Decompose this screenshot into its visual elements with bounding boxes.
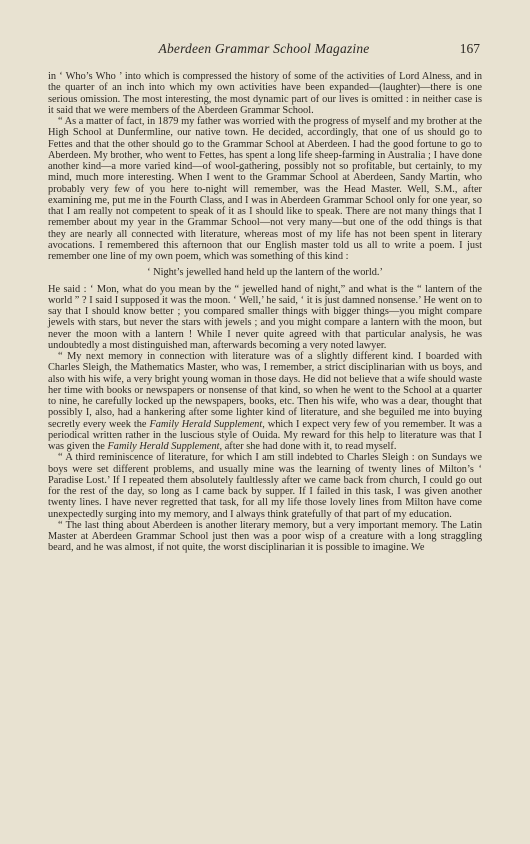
paragraph: “ As a matter of fact, in 1879 my father was worried with the progress of myself and my brother at the High School at Dunfermline, our native town. He decided, accordingly, that one of us should go to Fettes and that the other should go to the Grammar School at Aberdeen. I had the good fortune to go to Aberdeen. My brother, who went to Fettes, has spent a long life sheep-farming in Australia ; I have done another kind—a more varied kind—of wool-gathering, possibly not so profitable, but certainly, to my mind, much more interesting. When I went to the Grammar School at Aberdeen, Sandy Martin, who probably very few of you here to-night will remember, was the Head Master. Well, S.M., after examining me, put me in the Fourth Class, and I was in Aberdeen Grammar School only for one year, so that I am really not competent to speak of it as I should like to speak. There are not many things that I remember about my year in the Grammar School—not very many—but one of the odd things is that they are nearly all connected with literature, whereas most of my life has not been spent in literary avocations. I remembered this afternoon that our English master told us all to write a poem. I just remember one line of my own poem, which was something of this kind :	[48, 116, 482, 262]
paragraph: in ‘ Who’s Who ’ into which is compressed the history of some of the activities of Lord Alness, and in the quarter of an inch into which my own activities have been expanded—(laughter)—there is one serious omission. The most interesting, the most dynamic part of our lives is omitted : in neither case is it said that we were members of the Aberdeen Grammar School.	[48, 71, 482, 116]
paragraph-text: , which I expect very few of you remember. It was a periodical written rather in the luscious style of Ouida. My reward for this help to literature was that I was given the	[48, 418, 483, 452]
running-title: Aberdeen Grammar School Magazine	[158, 41, 370, 56]
page-header	[48, 41, 480, 59]
paragraph-text: “ My next memory in connection with literature was of a slightly different kind. I boarded with Charles Sleigh, the Mathematics Master, who was, I remember, a strict disciplinarian with us boys, and also with his wife, a very bright young woman in those days. He did not believe that a wife should waste her time with books or newspapers or nonsense of that kind, so when he went to the School at a quarter to nine, he carefully locked up the newspapers, books, etc. Then his wife, who was a dear, thought that possibly I, also, had a hankering after some lighter kind of literature, and she beguiled me into buying secretly every week the	[48, 351, 482, 430]
paragraph	[48, 351, 482, 452]
page-number: 167	[459, 41, 480, 56]
periodical-title: Family Herald Supplement	[149, 418, 263, 430]
paragraph: “ The last thing about Aberdeen is another literary memory, but a very important memory. The Latin Master at Aberdeen Grammar School just then was a poor wisp of a creature with a long straggling beard, and he was almost, if not quite, the worst disciplinarian it is possible to imagine. We	[48, 519, 482, 554]
quoted-verse: ‘ Night’s jewelled hand held up the lantern of the world.’	[147, 267, 383, 279]
paragraph: He said : ‘ Mon, what do you mean by the “ jewelled hand of night,” and what is the “ lantern of the world ” ? I said I supposed it was the moon. ‘ Well,’ he said, ‘ it is just damned nonsense.’ He went on to say that I should know better ; you compared smaller things with bigger things—you might compare jewels with stars, but never the stars with jewels ; and you might compare a lantern with the moon, but never the moon with a lantern ! While I never quite agreed with that particular analysis, he was undoubtedly a most distinguished man, afterwards becoming a very noted lawyer.	[48, 283, 482, 351]
paragraph-text: , after she had done with it, to read myself.	[219, 441, 397, 452]
body-text	[48, 71, 482, 554]
periodical-title: Family Herald Supplement	[107, 441, 220, 452]
paragraph: “ A third reminiscence of literature, for which I am still indebted to Charles Sleigh : on Sundays we boys were set different problems, and usually mine was the learning of twenty lines of Milton’s ‘ Paradise Lost.’ If I repeated them absolutely faultlessly after we came back from church, I could go out for the rest of the day, so long as I came back by supper. If I failed in this task, I was given another twenty lines. I have never regretted that task, for all my life those lovely lines from Milton have come unexpectedly surging into my memory, and I always think gratefully of that part of my education.	[48, 452, 482, 520]
